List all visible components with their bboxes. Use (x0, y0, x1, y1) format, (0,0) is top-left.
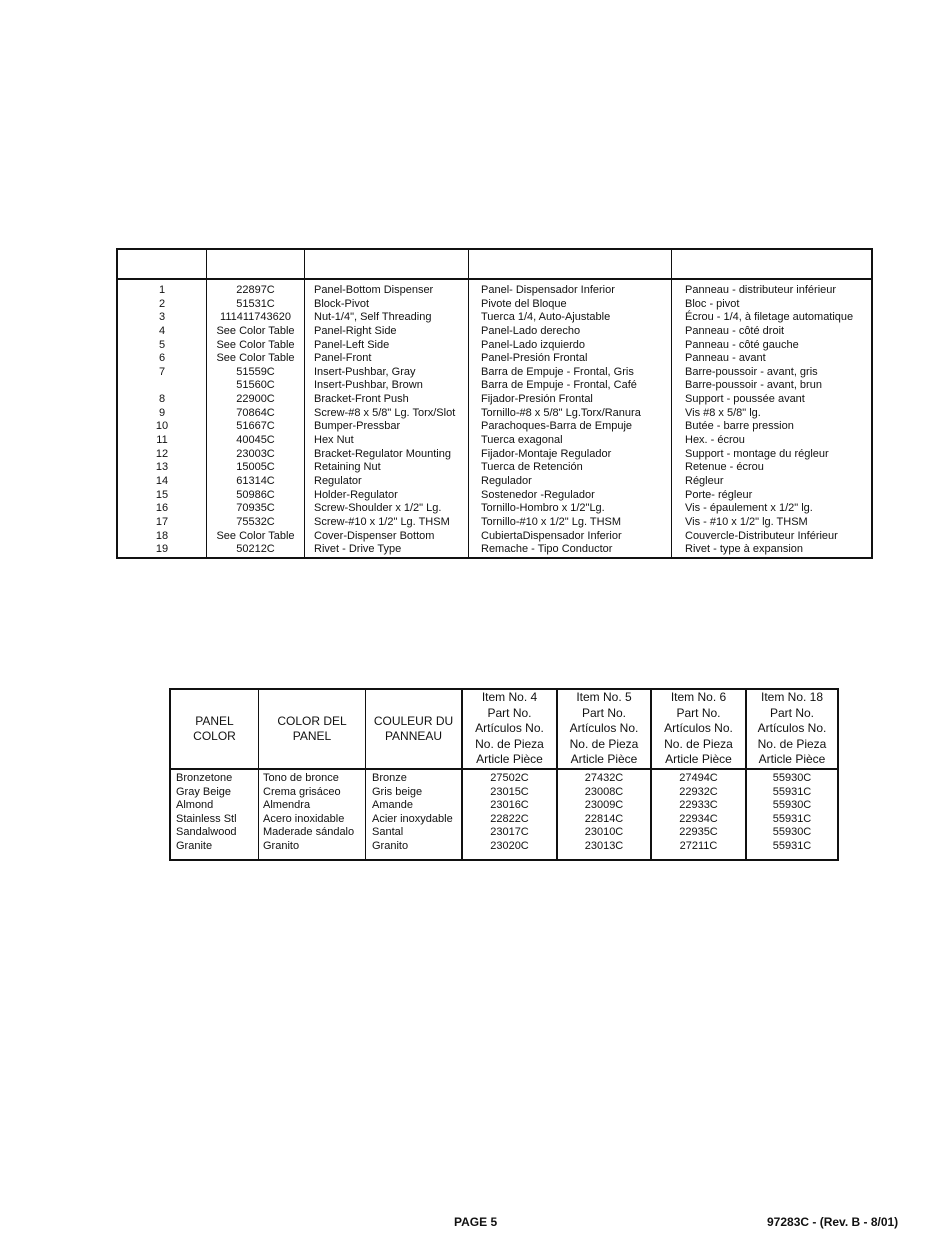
parts-table-cell: Screw-#8 x 5/8" Lg. Torx/Slot (314, 406, 456, 419)
parts-table-cell: 51560C (236, 379, 275, 392)
parts-table-cell: Porte- régleur (685, 488, 753, 501)
parts-table-cell: Nut-1/4", Self Threading (314, 311, 432, 324)
color-table-cell: Gris beige (372, 785, 423, 798)
color-table-cell: Tono de bronce (263, 772, 339, 784)
color-table-cell: 23015C (490, 785, 529, 798)
parts-table-cell: Tornillo-#10 x 1/2" Lg. THSM (481, 515, 622, 528)
parts-table-cell: 9 (158, 406, 166, 419)
parts-table-cell: Hex. - écrou (685, 434, 745, 447)
parts-table-cell: Cover-Dispenser Bottom (314, 529, 435, 542)
color-table-cell: Sandalwood (176, 826, 237, 839)
parts-table-cell: Panneau - avant (685, 352, 766, 365)
header-couleur-du-panneau: COULEUR DU PANNEAU (373, 713, 454, 743)
parts-table-cell: Bracket-Front Push (314, 393, 409, 406)
parts-table-cell: Hex Nut (314, 434, 354, 447)
color-table-cell: 55931C (772, 839, 812, 852)
color-table-cell: Gray Beige (176, 785, 232, 798)
color-table-cell: Acier inoxydable (372, 812, 453, 825)
parts-table-cell: 111411743620 (220, 311, 291, 324)
panel-color-spanish-column (263, 772, 354, 854)
french-description-column (685, 284, 853, 557)
parts-table-cell: Vis - épaulement x 1/2" lg. (685, 502, 813, 515)
parts-table-cell: 4 (158, 324, 166, 337)
parts-table-cell: Panel-Presión Frontal (481, 352, 588, 365)
parts-table-cell: Tuerca 1/4, Auto-Ajustable (481, 311, 611, 324)
color-table-cell: 22814C (584, 812, 624, 825)
parts-table-cell: Bracket-Regulator Mounting (314, 447, 451, 460)
color-table-cell: Bronzetone (176, 772, 233, 784)
color-table-cell: Granite (176, 839, 213, 852)
parts-table-cell: 19 (155, 543, 169, 556)
parts-table-cell: Support - poussée avant (685, 393, 805, 406)
parts-table-cell: Block-Pivot (314, 297, 370, 310)
parts-table-cell: 18 (155, 529, 169, 542)
parts-table-cell: Holder-Regulator (314, 488, 398, 501)
color-table-cell: 22822C (490, 812, 529, 825)
color-table-cell: 27502C (490, 772, 529, 784)
header-rule (118, 278, 871, 280)
parts-table-cell: 15005C (236, 461, 275, 474)
parts-table-cell: 70864C (236, 406, 275, 419)
parts-table-cell: Retaining Nut (314, 461, 381, 474)
parts-table-cell: Panneau - côté droit (685, 324, 785, 337)
column-divider (304, 250, 305, 557)
color-table-cell: Stainless Stl (176, 812, 237, 825)
parts-table-cell: 12 (155, 447, 169, 460)
color-table-cell: Almond (176, 799, 214, 812)
page-number: PAGE 5 (454, 1215, 498, 1229)
item-number-column (118, 284, 206, 557)
header-item-6: Item No. 6 Part No. Artículos No. No. de Pieza Article Pièce (664, 690, 733, 767)
parts-table (116, 248, 873, 559)
header-item-18: Item No. 18 Part No. Artículos No. No. de Pieza Article Pièce (757, 690, 827, 767)
color-table-cell: 22932C (679, 785, 718, 798)
parts-table-cell: Panel-Lado derecho (481, 324, 581, 337)
parts-table-cell: Vis #8 x 5/8" lg. (685, 406, 761, 419)
parts-table-cell: 50212C (236, 543, 275, 556)
color-table-cell: 23020C (490, 839, 529, 852)
color-table-cell: 27494C (679, 772, 718, 784)
parts-table-cell: 51559C (236, 365, 275, 378)
color-table (169, 688, 839, 861)
color-table-cell: Santal (372, 826, 404, 839)
parts-table-cell: Regulador (481, 474, 532, 487)
header-item-4: Item No. 4 Part No. Artículos No. No. de Pieza Article Pièce (475, 690, 544, 767)
parts-table-cell: 6 (158, 352, 166, 365)
parts-table-cell: 23003C (236, 447, 275, 460)
parts-table-cell: Panneau - distributeur inférieur (685, 284, 837, 296)
parts-table-cell: Remache - Tipo Conductor (481, 543, 613, 556)
parts-table-cell: 2 (158, 297, 166, 310)
part-number-column (207, 284, 304, 557)
color-table-cell: 22935C (679, 826, 718, 839)
item-5-part-column (558, 772, 650, 854)
color-table-cell: 23009C (584, 799, 624, 812)
parts-table-cell: Rivet - Drive Type (314, 543, 402, 556)
parts-table-cell: 15 (155, 488, 169, 501)
column-divider (468, 250, 469, 557)
parts-table-cell: 11 (156, 434, 168, 447)
parts-table-cell: 1 (158, 284, 166, 296)
parts-table-cell: Insert-Pushbar, Brown (314, 379, 423, 392)
panel-color-english-column (176, 772, 237, 854)
parts-table-cell: Panel-Left Side (314, 338, 390, 351)
parts-table-cell: Barre-poussoir - avant, gris (685, 365, 818, 378)
parts-table-cell: 16 (155, 502, 169, 515)
document-reference: 97283C - (Rev. B - 8/01) (767, 1215, 899, 1229)
english-description-column (314, 284, 455, 557)
parts-table-cell (118, 379, 206, 393)
parts-table-cell: 10 (155, 420, 169, 433)
color-table-cell: 23016C (490, 799, 529, 812)
color-table-cell: 55930C (772, 772, 812, 784)
parts-table-cell: Régleur (685, 474, 724, 487)
parts-table-cell: Sostenedor -Regulador (481, 488, 595, 501)
parts-table-cell: See Color Table (216, 338, 295, 351)
parts-table-cell: Support - montage du régleur (685, 447, 829, 460)
parts-table-cell: 61314C (236, 474, 275, 487)
parts-table-cell: 51531C (236, 297, 275, 310)
parts-table-cell: Rivet - type à expansion (685, 543, 804, 556)
color-table-cell: Almendra (263, 799, 311, 812)
parts-table-cell: Butée - barre pression (685, 420, 794, 433)
parts-table-cell: 14 (155, 474, 169, 487)
header-panel-color: PANEL COLOR (193, 713, 236, 743)
parts-table-cell: Barre-poussoir - avant, brun (685, 379, 822, 392)
parts-table-cell: 40045C (236, 434, 275, 447)
parts-table-cell: Tornillo-#8 x 5/8" Lg.Torx/Ranura (481, 406, 641, 419)
color-table-cell: 22934C (679, 812, 718, 825)
parts-table-cell: See Color Table (216, 352, 295, 365)
color-table-cell: Granito (263, 839, 300, 852)
parts-table-cell: Panel-Right Side (314, 324, 397, 337)
parts-table-cell: 7 (158, 365, 166, 378)
parts-table-cell: Regulator (314, 474, 362, 487)
parts-table-cell: Couvercle-Distributeur Inférieur (685, 529, 838, 542)
parts-table-cell: Panel-Bottom Dispenser (314, 284, 434, 296)
color-table-cell: Granito (372, 839, 409, 852)
spanish-description-column (481, 284, 641, 557)
parts-table-cell: Tornillo-Hombro x 1/2"Lg. (481, 502, 605, 515)
color-table-cell: Acero inoxidable (263, 812, 345, 825)
color-table-cell: 22933C (679, 799, 718, 812)
color-table-cell: 55930C (772, 826, 812, 839)
parts-table-cell: Retenue - écrou (685, 461, 764, 474)
parts-table-cell: Panel- Dispensador Inferior (481, 284, 615, 296)
item-6-part-column (652, 772, 745, 854)
parts-table-cell: Fijador-Presión Frontal (481, 393, 593, 406)
header-rule (171, 768, 837, 770)
parts-table-cell: 50986C (236, 488, 275, 501)
panel-color-french-column (372, 772, 453, 854)
parts-table-cell: Bloc - pivot (685, 297, 740, 310)
parts-table-cell: Pivote del Bloque (481, 297, 567, 310)
parts-table-cell: Bumper-Pressbar (314, 420, 401, 433)
parts-table-cell: Vis - #10 x 1/2" lg. THSM (685, 515, 808, 528)
parts-table-cell: 13 (155, 461, 169, 474)
parts-table-cell: Screw-Shoulder x 1/2" Lg. (314, 502, 442, 515)
item-18-part-column (747, 772, 837, 854)
color-table-cell: 23010C (584, 826, 624, 839)
parts-table-cell: 5 (158, 338, 166, 351)
parts-table-cell: Barra de Empuje - Frontal, Café (481, 379, 637, 392)
parts-table-cell: CubiertaDispensador Inferior (481, 529, 622, 542)
parts-table-cell: See Color Table (216, 324, 295, 337)
parts-table-cell: Tuerca exagonal (481, 434, 563, 447)
color-table-cell: Crema grisáceo (263, 785, 341, 798)
header-item-5: Item No. 5 Part No. Artículos No. No. de Pieza Article Pièce (569, 690, 639, 767)
parts-table-cell: Screw-#10 x 1/2" Lg. THSM (314, 515, 450, 528)
color-table-cell: 27211C (679, 839, 718, 852)
color-table-cell: 23013C (584, 839, 624, 852)
color-table-cell: Bronze (372, 772, 407, 784)
parts-table-cell: 22900C (236, 393, 275, 406)
parts-table-cell: See Color Table (216, 529, 295, 542)
item-4-part-column (463, 772, 556, 854)
parts-table-cell: 75532C (236, 515, 275, 528)
parts-table-cell: Barra de Empuje - Frontal, Gris (481, 365, 634, 378)
parts-table-cell: 22897C (236, 284, 275, 296)
parts-table-cell: 8 (158, 393, 166, 406)
parts-table-cell: Parachoques-Barra de Empuje (481, 420, 633, 433)
header-color-del-panel: COLOR DEL PANEL (277, 713, 347, 743)
parts-table-cell: Panel-Front (314, 352, 372, 365)
color-table-cell: 55930C (772, 799, 812, 812)
color-table-cell: Amande (372, 799, 413, 812)
parts-table-cell: 3 (158, 311, 166, 324)
color-table-cell: 55931C (772, 785, 812, 798)
parts-table-cell: Panel-Lado izquierdo (481, 338, 585, 351)
column-divider (671, 250, 672, 557)
parts-table-cell: Panneau - côté gauche (685, 338, 799, 351)
parts-table-cell: Écrou - 1/4, à filetage automatique (685, 311, 854, 324)
parts-table-cell: Insert-Pushbar, Gray (314, 365, 416, 378)
parts-table-cell: 17 (155, 515, 169, 528)
parts-table-cell: 70935C (236, 502, 275, 515)
parts-table-cell: Fijador-Montaje Regulador (481, 447, 612, 460)
color-table-cell: 55931C (772, 812, 812, 825)
color-table-cell: 27432C (584, 772, 624, 784)
parts-table-cell: Tuerca de Retención (481, 461, 583, 474)
color-table-cell: 23008C (584, 785, 624, 798)
color-table-cell: Maderade sándalo (263, 826, 355, 839)
color-table-cell: 23017C (490, 826, 529, 839)
parts-table-cell: 51667C (236, 420, 275, 433)
